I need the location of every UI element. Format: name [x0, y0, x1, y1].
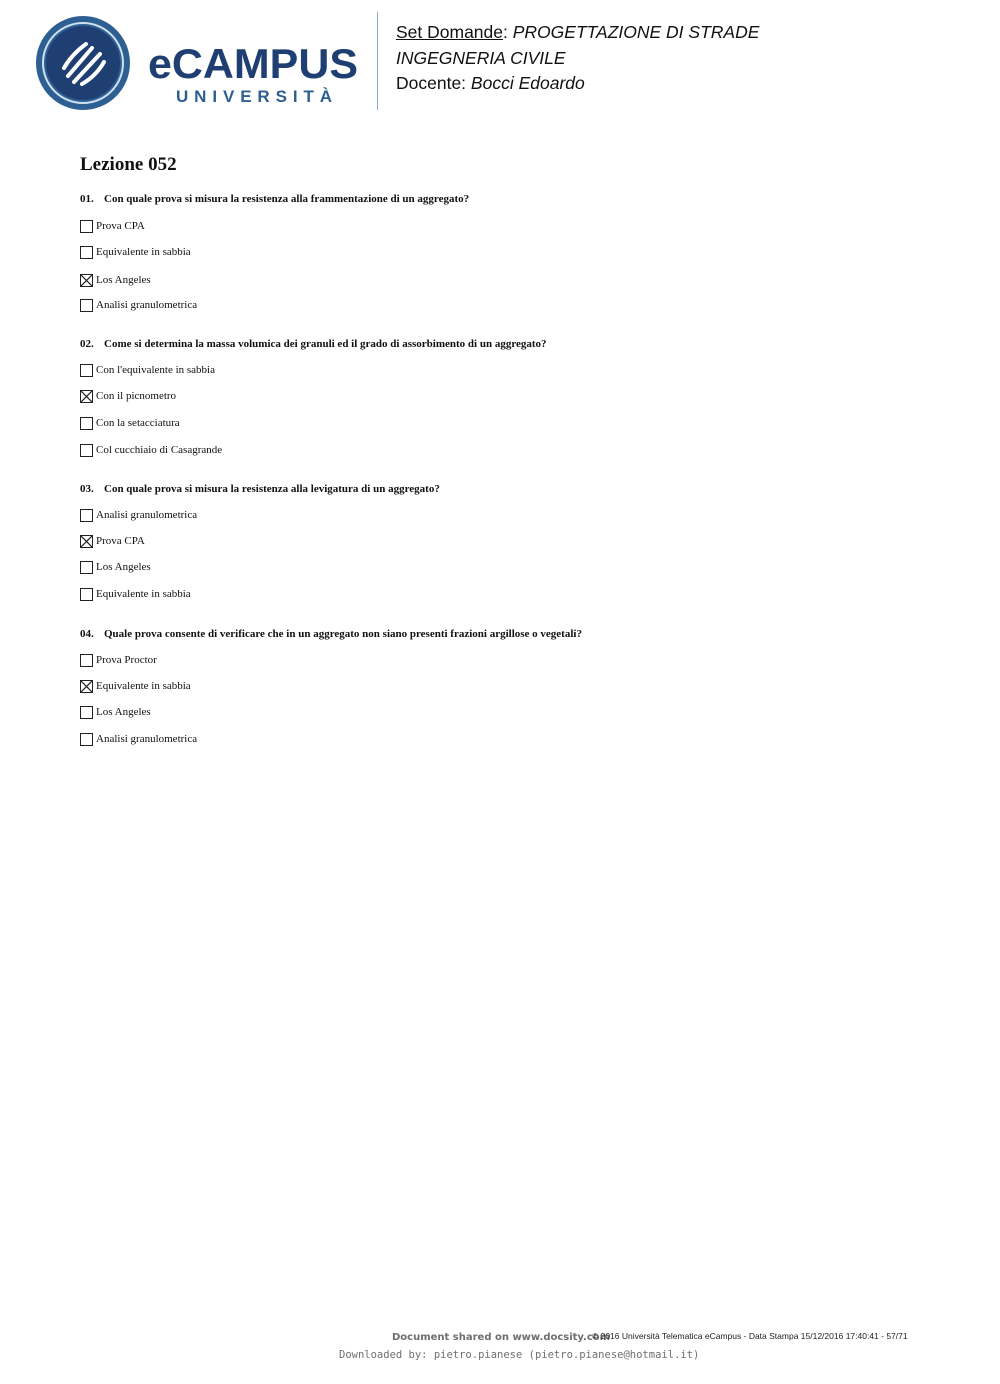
teacher-line [396, 71, 759, 97]
course-title-line: Set Domande: PROGETTAZIONE DI STRADE [396, 22, 760, 42]
option-label: Prova CPA [96, 535, 145, 547]
answer-option[interactable] [80, 218, 145, 234]
answer-option[interactable] [80, 731, 197, 747]
option-label: Los Angeles [96, 561, 151, 573]
checked-x-icon [81, 536, 92, 547]
answer-option[interactable] [80, 652, 157, 668]
answer-option[interactable] [80, 704, 151, 720]
checkbox[interactable] [80, 220, 93, 233]
question-text [80, 338, 547, 350]
option-label: Con il picnometro [96, 390, 177, 402]
answer-option[interactable] [80, 586, 191, 602]
checked-x-icon [81, 681, 92, 692]
option-label: Analisi granulometrica [96, 299, 198, 311]
question-label: Con quale prova si misura la resistenza alla levigatura di un aggregato? [104, 483, 440, 495]
question-label: Quale prova consente di verificare che in un aggregato non siano presenti frazioni argillose o vegetali? [104, 628, 582, 640]
checkbox[interactable] [80, 246, 93, 259]
option-label: Equivalente in sabbia [96, 680, 191, 692]
question-number: 01. [80, 193, 94, 205]
checkbox[interactable] [80, 706, 93, 719]
option-label: Con la setacciatura [96, 417, 180, 429]
checkbox[interactable] [80, 299, 93, 312]
answer-option[interactable] [80, 297, 197, 313]
option-label: Equivalente in sabbia [96, 588, 191, 600]
option-label: Los Angeles [96, 706, 151, 718]
option-label: Equivalente in sabbia [96, 246, 191, 258]
checkbox[interactable] [80, 444, 93, 457]
checkbox[interactable] [80, 417, 93, 430]
answer-option[interactable] [80, 678, 191, 694]
answer-option[interactable] [80, 507, 197, 523]
teacher-name: Bocci Edoardo [470, 73, 585, 93]
question-label: Come si determina la massa volumica dei granuli ed il grado di assorbimento di un aggregato? [104, 338, 547, 350]
logo-seal-inner [46, 26, 120, 100]
checked-x-icon [81, 391, 92, 402]
option-label: Los Angeles [96, 274, 151, 286]
checkbox[interactable] [80, 654, 93, 667]
answer-option[interactable] [80, 442, 222, 458]
logo-subtitle: UNIVERSITÀ [176, 87, 332, 106]
question-text [80, 628, 582, 640]
checkbox[interactable] [80, 535, 93, 548]
course-header [396, 20, 759, 97]
docsity-shared-note: Document shared on www.docsity.com [392, 1332, 611, 1343]
option-label: Con l'equivalente in sabbia [96, 364, 215, 376]
ecampus-logo [34, 14, 364, 114]
checkbox[interactable] [80, 561, 93, 574]
checkbox[interactable] [80, 274, 93, 287]
answer-option[interactable] [80, 272, 151, 288]
option-label: Analisi granulometrica [96, 509, 198, 521]
option-label: Prova Proctor [96, 654, 157, 666]
checkbox[interactable] [80, 733, 93, 746]
question-number: 03. [80, 483, 94, 495]
question-label: Con quale prova si misura la resistenza alla frammentazione di un aggregato? [104, 193, 470, 205]
answer-option[interactable] [80, 244, 191, 260]
answer-option[interactable] [80, 388, 176, 404]
lesson-title: Lezione 052 [80, 154, 177, 175]
answer-option[interactable] [80, 533, 145, 549]
teacher-label: Docente: [396, 73, 467, 93]
answer-option[interactable] [80, 559, 151, 575]
checkbox[interactable] [80, 364, 93, 377]
downloaded-by-line: Downloaded by: pietro.pianese (pietro.pianese@hotmail.it) [339, 1349, 700, 1361]
question-text [80, 193, 469, 205]
checkbox[interactable] [80, 509, 93, 522]
logo-wordmark: eCAMPUS [148, 40, 358, 87]
set-label: Set Domande [396, 22, 504, 42]
answer-option[interactable] [80, 415, 180, 431]
question-number: 04. [80, 628, 94, 640]
answer-option[interactable] [80, 362, 215, 378]
option-label: Analisi granulometrica [96, 733, 198, 745]
checked-x-icon [81, 275, 92, 286]
option-label: Prova CPA [96, 220, 145, 232]
option-label: Col cucchiaio di Casagrande [96, 444, 223, 456]
course-name: PROGETTAZIONE DI STRADE [512, 22, 760, 42]
checkbox[interactable] [80, 680, 93, 693]
header-divider [377, 12, 378, 110]
checkbox[interactable] [80, 588, 93, 601]
course-subtitle: INGEGNERIA CIVILE [396, 47, 566, 68]
checkbox[interactable] [80, 390, 93, 403]
question-text [80, 483, 440, 495]
copyright-line: © 2016 Università Telematica eCampus - Data Stampa 15/12/2016 17:40:41 - 57/71 [592, 1331, 908, 1341]
question-number: 02. [80, 338, 94, 350]
